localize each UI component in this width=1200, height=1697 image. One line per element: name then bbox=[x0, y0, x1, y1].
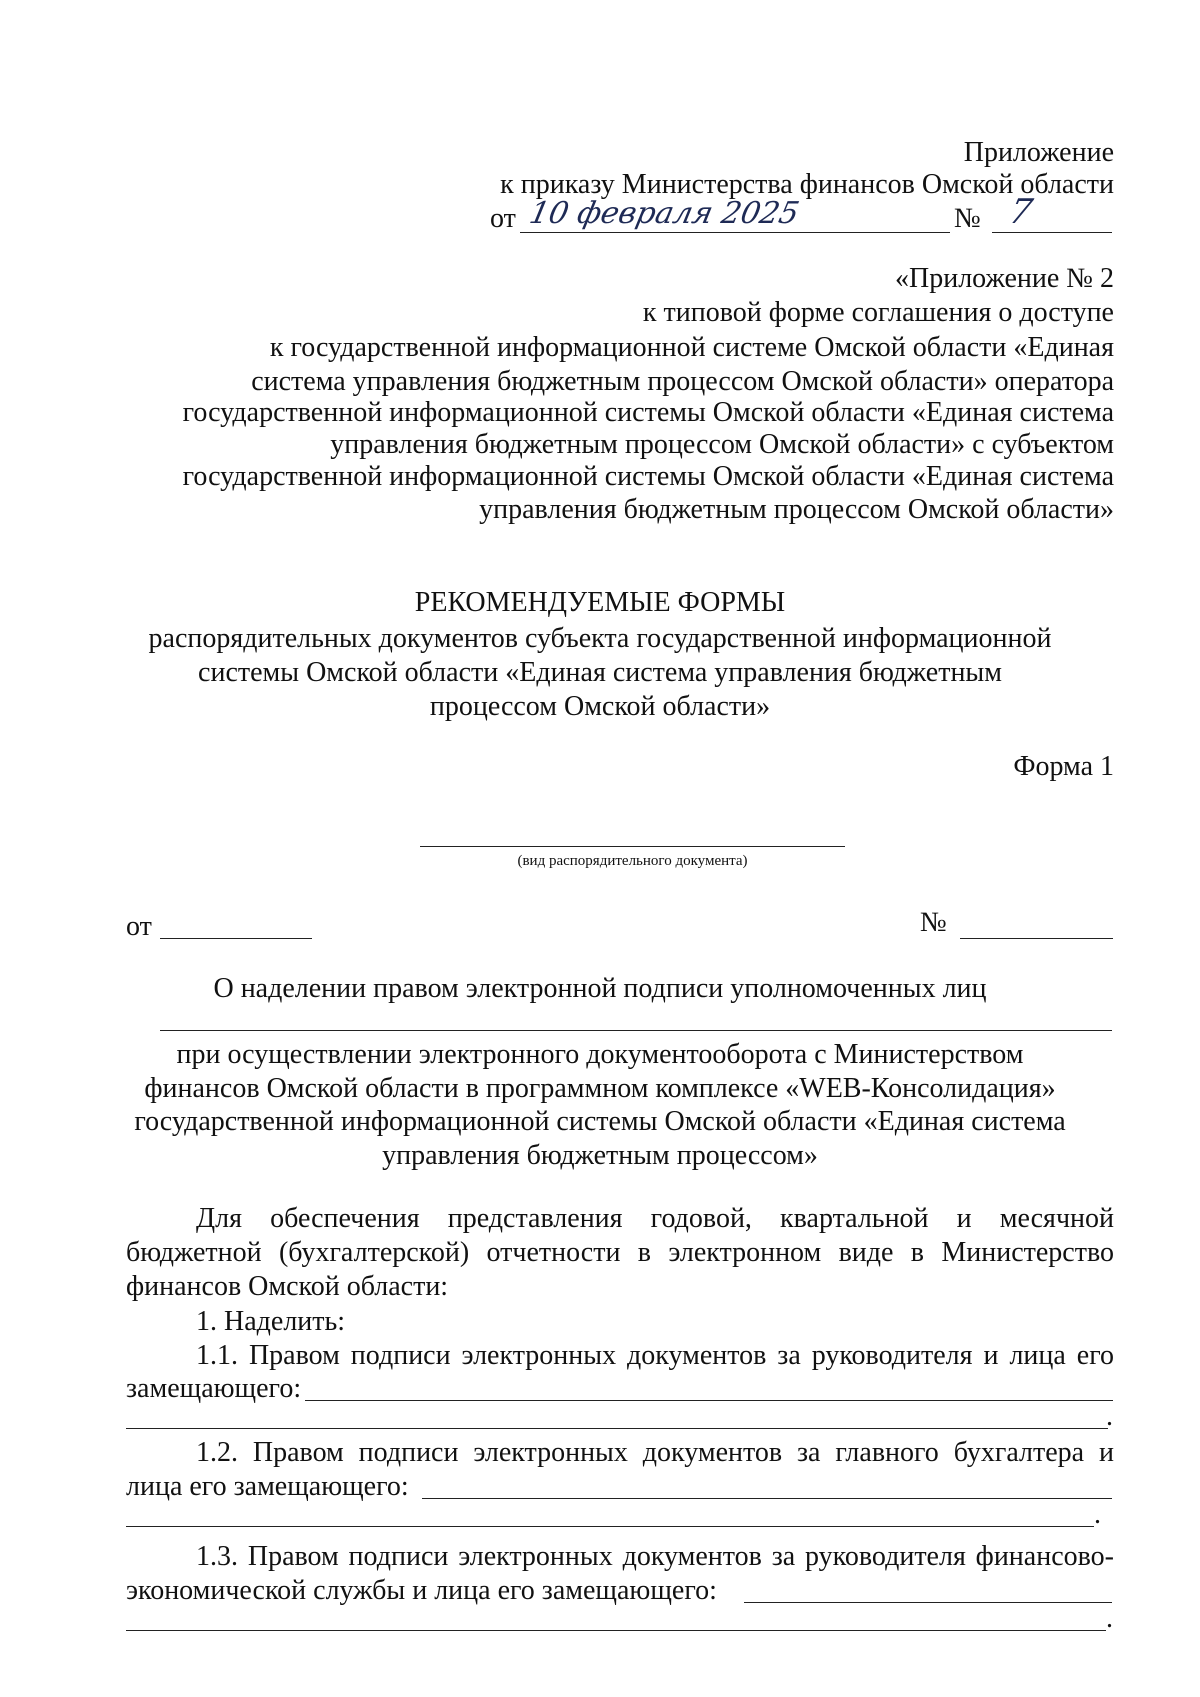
intro-line2: бюджетной (бухгалтерской) отчетности в электронном виде в Министерство bbox=[126, 1237, 1114, 1268]
form-label: Форма 1 bbox=[1013, 751, 1114, 782]
item-1-3-fill-line2 bbox=[126, 1630, 1106, 1631]
title-sub-line: распорядительных документов субъекта государственной информационной bbox=[148, 623, 1052, 654]
item-1-1-fill-line bbox=[305, 1400, 1113, 1401]
number-label: № bbox=[954, 203, 981, 234]
item-1-2-line1: 1.2. Правом подписи электронных документов за главного бухгалтера и bbox=[196, 1437, 1114, 1468]
from-date-line bbox=[160, 938, 312, 939]
item-1-3-line2: экономической службы и лица его замещающего: bbox=[126, 1575, 717, 1606]
appendix-line: «Приложение № 2 bbox=[895, 263, 1114, 294]
num-line bbox=[960, 938, 1113, 939]
doc-type-caption: (вид распорядительного документа) bbox=[517, 853, 748, 869]
appendix-line: к типовой форме соглашения о доступе bbox=[642, 297, 1114, 328]
header-line2: к приказу Министерства финансов Омской области bbox=[500, 169, 1114, 200]
num-label: № bbox=[920, 907, 947, 938]
handwritten-date: 10 февраля 2025 bbox=[526, 196, 803, 231]
item-1-1-line1: 1.1. Правом подписи электронных документов за руководителя и лица его bbox=[196, 1340, 1114, 1371]
item-1-1-fill-line2 bbox=[126, 1428, 1108, 1429]
subject-line: финансов Омской области в программном комплексе «WEB-Консолидация» bbox=[144, 1073, 1056, 1104]
item-1-3-line1: 1.3. Правом подписи электронных документов за руководителя финансово- bbox=[196, 1541, 1114, 1572]
subject-underline bbox=[160, 1030, 1112, 1031]
doc-type-line bbox=[420, 846, 845, 847]
item-1-3-period: . bbox=[1106, 1603, 1113, 1634]
item-1-1-line2: замещающего: bbox=[126, 1373, 302, 1404]
subject-line1: О наделении правом электронной подписи уполномоченных лиц bbox=[213, 973, 987, 1004]
date-prefix: от bbox=[490, 203, 516, 234]
item-1-2-line2: лица его замещающего: bbox=[126, 1471, 409, 1502]
intro-line1: Для обеспечения представления годовой, квартальной и месячной bbox=[196, 1203, 1114, 1234]
item-1: 1. Наделить: bbox=[196, 1306, 346, 1337]
number-underline bbox=[992, 232, 1112, 233]
appendix-line: система управления бюджетным процессом Омской области» оператора bbox=[251, 366, 1114, 397]
appendix-line: государственной информационной системы Омской области «Единая система bbox=[182, 461, 1114, 492]
subject-line: при осуществлении электронного документооборота с Министерством bbox=[176, 1039, 1024, 1070]
title-sub-line: системы Омской области «Единая система управления бюджетным bbox=[198, 657, 1002, 688]
appendix-line: государственной информационной системы Омской области «Единая система bbox=[182, 397, 1114, 428]
header-line1: Приложение bbox=[963, 137, 1114, 168]
item-1-2-fill-line2 bbox=[126, 1526, 1094, 1527]
from-label: от bbox=[126, 911, 152, 942]
subject-line: государственной информационной системы Омской области «Единая система bbox=[134, 1106, 1066, 1137]
document-title: РЕКОМЕНДУЕМЫЕ ФОРМЫ bbox=[414, 587, 786, 618]
appendix-line: к государственной информационной системе Омской области «Единая bbox=[269, 332, 1114, 363]
title-sub-line: процессом Омской области» bbox=[429, 691, 771, 722]
subject-line: управления бюджетным процессом» bbox=[382, 1140, 818, 1171]
handwritten-number: 7 bbox=[1005, 192, 1036, 232]
item-1-2-period: . bbox=[1094, 1499, 1101, 1530]
item-1-2-fill-line bbox=[422, 1498, 1112, 1499]
date-underline bbox=[520, 232, 950, 233]
item-1-3-fill-line bbox=[744, 1602, 1112, 1603]
intro-line3: финансов Омской области: bbox=[126, 1271, 449, 1302]
item-1-1-period: . bbox=[1106, 1401, 1113, 1432]
appendix-line: управления бюджетным процессом Омской области» bbox=[479, 494, 1114, 525]
appendix-line: управления бюджетным процессом Омской области» с субъектом bbox=[330, 429, 1114, 460]
